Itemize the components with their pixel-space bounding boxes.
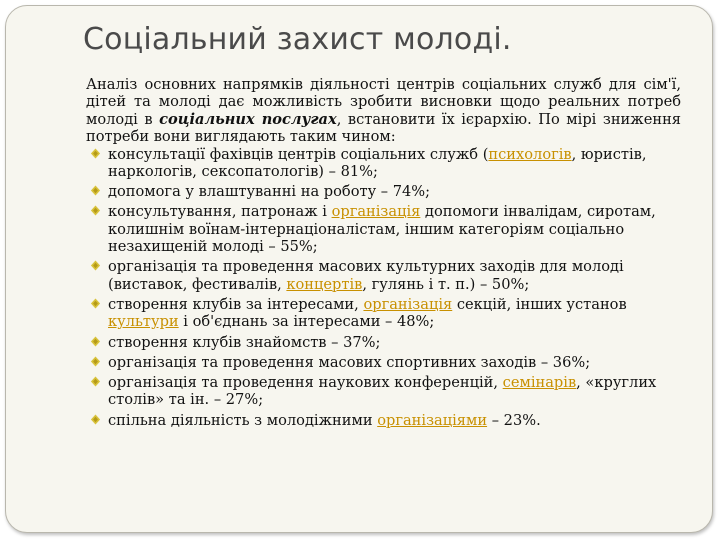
bullet-icon xyxy=(90,148,101,159)
bullet-icon xyxy=(90,336,101,347)
slide-title: Соціальний захист молоді. xyxy=(83,22,512,57)
bullet-icon xyxy=(90,414,101,425)
item-text: , «круглих столів» та ін. – 27%; xyxy=(108,374,657,409)
list-item xyxy=(86,334,681,351)
item-text: , гулянь і т. п.) – 50%; xyxy=(362,275,530,293)
bullet-icon xyxy=(90,376,101,387)
bullet-icon xyxy=(90,260,101,271)
link-organization[interactable]: організація xyxy=(331,203,421,221)
item-text: допомоги інвалідам, сиротам, колишнім воїнам-інтернаціоналістам, іншим категоріям соціально незахищеній молоді – 55%; xyxy=(108,203,656,256)
intro-paragraph xyxy=(86,76,681,146)
intro-emphasis: соціальних послугах xyxy=(159,110,337,128)
item-text: створення клубів за інтересами, xyxy=(108,296,364,314)
item-text: , юристів, наркологів, сексопатологів) – 81%; xyxy=(108,145,647,181)
link-concerts[interactable]: концертів xyxy=(286,275,363,293)
list-item xyxy=(86,354,681,371)
item-text: організація та проведення наукових конференцій, xyxy=(108,374,503,392)
bullet-icon xyxy=(90,356,101,367)
list-item xyxy=(86,296,681,331)
item-text: консультування, патронаж і xyxy=(108,203,332,221)
link-organizations[interactable]: організаціями xyxy=(377,411,488,429)
item-text: – 23%. xyxy=(487,411,541,429)
item-text: секцій, інших установ xyxy=(452,296,627,314)
item-text: допомога у влаштуванні на роботу – 74%; xyxy=(108,183,431,201)
list-item xyxy=(86,203,681,255)
item-text: організація та проведення масових культурних заходів для молоді (виставок, фестивалів, xyxy=(108,258,624,293)
item-text: консультації фахівців центрів соціальних служб ( xyxy=(108,145,489,163)
intro-text: Аналіз основних напрямків діяльності центрів соціальних служб для сім'ї, дітей та молоді дає можливість зробити висновки щодо реальних потреб молоді в xyxy=(86,76,681,128)
bullet-icon xyxy=(90,185,101,196)
list-item xyxy=(86,183,681,200)
item-text: створення клубів знайомств – 37%; xyxy=(108,333,381,351)
link-culture[interactable]: культури xyxy=(108,313,179,331)
link-organization[interactable]: організація xyxy=(363,296,453,314)
needs-list xyxy=(86,146,681,429)
item-text: спільна діяльність з молодіжними xyxy=(108,411,378,429)
intro-text-end: , встановити їх ієрархію. По мірі зниження потреби вони виглядають таким чином: xyxy=(86,110,681,146)
link-seminars[interactable]: семінарів xyxy=(502,374,577,392)
item-text: і об'єднань за інтересами – 48%; xyxy=(178,313,435,331)
list-item xyxy=(86,412,681,429)
list-item xyxy=(86,374,681,409)
item-text: організація та проведення масових спортивних заходів – 36%; xyxy=(108,353,591,371)
bullet-icon xyxy=(90,298,101,309)
link-psychologists[interactable]: психологів xyxy=(488,145,572,163)
list-item xyxy=(86,258,681,293)
slide xyxy=(5,5,713,533)
bullet-icon xyxy=(90,205,101,216)
slide-content xyxy=(86,76,681,432)
list-item xyxy=(86,146,681,181)
